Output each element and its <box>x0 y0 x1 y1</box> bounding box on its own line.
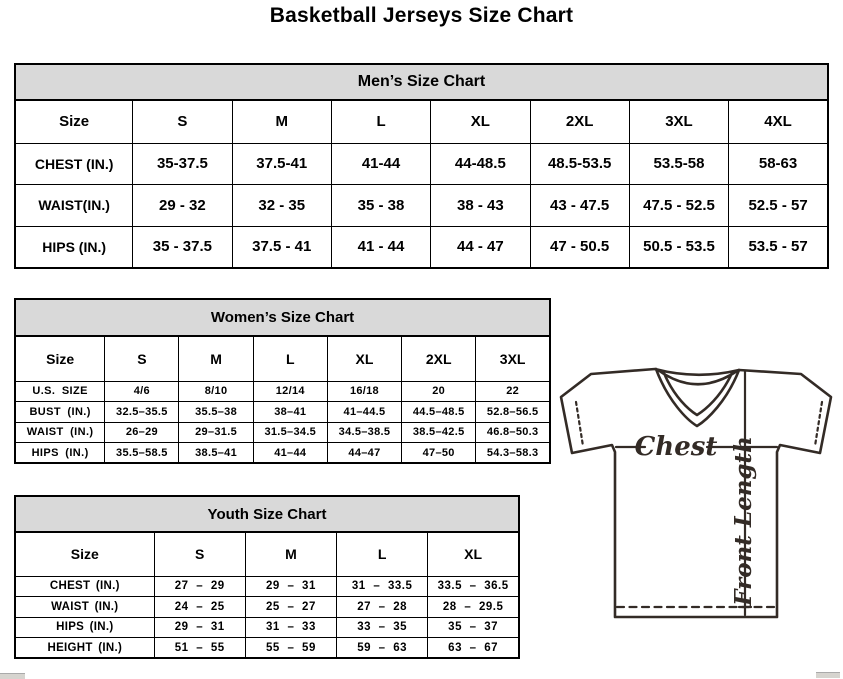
youth-data-row <box>15 638 519 659</box>
women-data-row <box>15 422 550 443</box>
youth-column-header: L <box>337 532 428 576</box>
womens-header-row <box>15 336 550 381</box>
womens-chart-title: Women’s Size Chart <box>14 298 551 335</box>
men-column-header: 2XL <box>530 100 629 143</box>
youth-chart-title: Youth Size Chart <box>14 495 520 531</box>
men-cell: 48.5-53.5 <box>530 143 629 185</box>
men-cell: 35-37.5 <box>133 143 232 185</box>
women-cell: 41–44 <box>253 443 327 464</box>
men-column-header: M <box>232 100 331 143</box>
youth-cell: 28 – 29.5 <box>428 597 519 618</box>
men-cell: 41 - 44 <box>331 226 430 268</box>
youth-cell: 24 – 25 <box>154 597 245 618</box>
men-row-label: HIPS (IN.) <box>15 226 133 268</box>
men-cell: 41-44 <box>331 143 430 185</box>
men-cell: 43 - 47.5 <box>530 185 629 227</box>
front-length-label: Front Length <box>730 436 757 606</box>
youth-cell: 27 – 28 <box>337 597 428 618</box>
youth-row-label: WAIST (IN.) <box>15 597 154 618</box>
men-cell: 44 - 47 <box>431 226 530 268</box>
youth-row-label: HEIGHT (IN.) <box>15 638 154 659</box>
youth-row-label: HIPS (IN.) <box>15 617 154 638</box>
right-cuff-dashed-seam <box>815 402 822 446</box>
men-data-row <box>15 226 828 268</box>
women-cell: 38–41 <box>253 402 327 423</box>
women-row-label: BUST (IN.) <box>15 402 105 423</box>
women-column-header: M <box>179 336 253 381</box>
men-column-header: S <box>133 100 232 143</box>
men-column-header: 3XL <box>629 100 728 143</box>
men-cell: 44-48.5 <box>431 143 530 185</box>
women-cell: 29–31.5 <box>179 422 253 443</box>
youth-cell: 27 – 29 <box>154 576 245 597</box>
mens-size-chart <box>14 63 829 269</box>
women-row-label: HIPS (IN.) <box>15 443 105 464</box>
scrollbar-fragment-left[interactable] <box>0 673 25 679</box>
mens-chart-title: Men’s Size Chart <box>14 63 829 99</box>
women-column-header: Size <box>15 336 105 381</box>
women-data-row <box>15 443 550 464</box>
womens-size-table <box>14 335 551 464</box>
men-row-label: CHEST (IN.) <box>15 143 133 185</box>
youth-data-row <box>15 576 519 597</box>
men-cell: 29 - 32 <box>133 185 232 227</box>
women-cell: 26–29 <box>105 422 179 443</box>
men-cell: 37.5-41 <box>232 143 331 185</box>
youth-column-header: M <box>245 532 336 576</box>
men-data-row <box>15 185 828 227</box>
men-cell: 37.5 - 41 <box>232 226 331 268</box>
women-cell: 54.3–58.3 <box>476 443 550 464</box>
women-cell: 20 <box>402 381 476 402</box>
men-cell: 47 - 50.5 <box>530 226 629 268</box>
men-cell: 58-63 <box>729 143 828 185</box>
men-cell: 38 - 43 <box>431 185 530 227</box>
youth-column-header: XL <box>428 532 519 576</box>
men-cell: 35 - 38 <box>331 185 430 227</box>
youth-cell: 59 – 63 <box>337 638 428 659</box>
men-column-header: XL <box>431 100 530 143</box>
women-row-label: WAIST (IN.) <box>15 422 105 443</box>
youth-column-header: S <box>154 532 245 576</box>
youth-cell: 55 – 59 <box>245 638 336 659</box>
women-column-header: XL <box>327 336 401 381</box>
women-column-header: L <box>253 336 327 381</box>
men-cell: 52.5 - 57 <box>729 185 828 227</box>
mens-size-table <box>14 99 829 269</box>
men-data-row <box>15 143 828 185</box>
youth-cell: 33 – 35 <box>337 617 428 638</box>
women-data-row <box>15 381 550 402</box>
women-cell: 46.8–50.3 <box>476 422 550 443</box>
women-cell: 16/18 <box>327 381 401 402</box>
youth-size-chart <box>14 495 520 659</box>
men-cell: 47.5 - 52.5 <box>629 185 728 227</box>
jersey-outline <box>561 369 831 617</box>
men-column-header: 4XL <box>729 100 828 143</box>
women-cell: 41–44.5 <box>327 402 401 423</box>
women-data-row <box>15 402 550 423</box>
youth-cell: 63 – 67 <box>428 638 519 659</box>
page-title: Basketball Jerseys Size Chart <box>269 4 574 27</box>
women-cell: 38.5–42.5 <box>402 422 476 443</box>
women-column-header: S <box>105 336 179 381</box>
jersey-measurement-diagram <box>555 358 843 630</box>
youth-cell: 35 – 37 <box>428 617 519 638</box>
women-cell: 44.5–48.5 <box>402 402 476 423</box>
women-column-header: 2XL <box>402 336 476 381</box>
women-cell: 44–47 <box>327 443 401 464</box>
womens-size-chart <box>14 298 551 464</box>
men-cell: 53.5-58 <box>629 143 728 185</box>
women-cell: 35.5–38 <box>179 402 253 423</box>
women-cell: 35.5–58.5 <box>105 443 179 464</box>
men-cell: 35 - 37.5 <box>133 226 232 268</box>
youth-cell: 51 – 55 <box>154 638 245 659</box>
youth-cell: 33.5 – 36.5 <box>428 576 519 597</box>
youth-column-header: Size <box>15 532 154 576</box>
women-cell: 47–50 <box>402 443 476 464</box>
women-row-label: U.S. SIZE <box>15 381 105 402</box>
youth-size-table <box>14 531 520 659</box>
women-cell: 38.5–41 <box>179 443 253 464</box>
left-cuff-dashed-seam <box>576 402 583 446</box>
women-cell: 52.8–56.5 <box>476 402 550 423</box>
men-column-header: L <box>331 100 430 143</box>
mens-header-row <box>15 100 828 143</box>
youth-header-row <box>15 532 519 576</box>
youth-cell: 25 – 27 <box>245 597 336 618</box>
youth-row-label: CHEST (IN.) <box>15 576 154 597</box>
youth-cell: 29 – 31 <box>154 617 245 638</box>
youth-data-row <box>15 617 519 638</box>
women-cell: 12/14 <box>253 381 327 402</box>
youth-data-row <box>15 597 519 618</box>
youth-cell: 29 – 31 <box>245 576 336 597</box>
men-column-header: Size <box>15 100 133 143</box>
chest-label: Chest <box>634 432 718 462</box>
women-cell: 31.5–34.5 <box>253 422 327 443</box>
men-cell: 32 - 35 <box>232 185 331 227</box>
women-cell: 32.5–35.5 <box>105 402 179 423</box>
women-column-header: 3XL <box>476 336 550 381</box>
youth-cell: 31 – 33 <box>245 617 336 638</box>
men-cell: 53.5 - 57 <box>729 226 828 268</box>
women-cell: 34.5–38.5 <box>327 422 401 443</box>
scrollbar-fragment-right[interactable] <box>816 672 840 678</box>
women-cell: 8/10 <box>179 381 253 402</box>
youth-cell: 31 – 33.5 <box>337 576 428 597</box>
women-cell: 22 <box>476 381 550 402</box>
women-cell: 4/6 <box>105 381 179 402</box>
men-cell: 50.5 - 53.5 <box>629 226 728 268</box>
men-row-label: WAIST(IN.) <box>15 185 133 227</box>
